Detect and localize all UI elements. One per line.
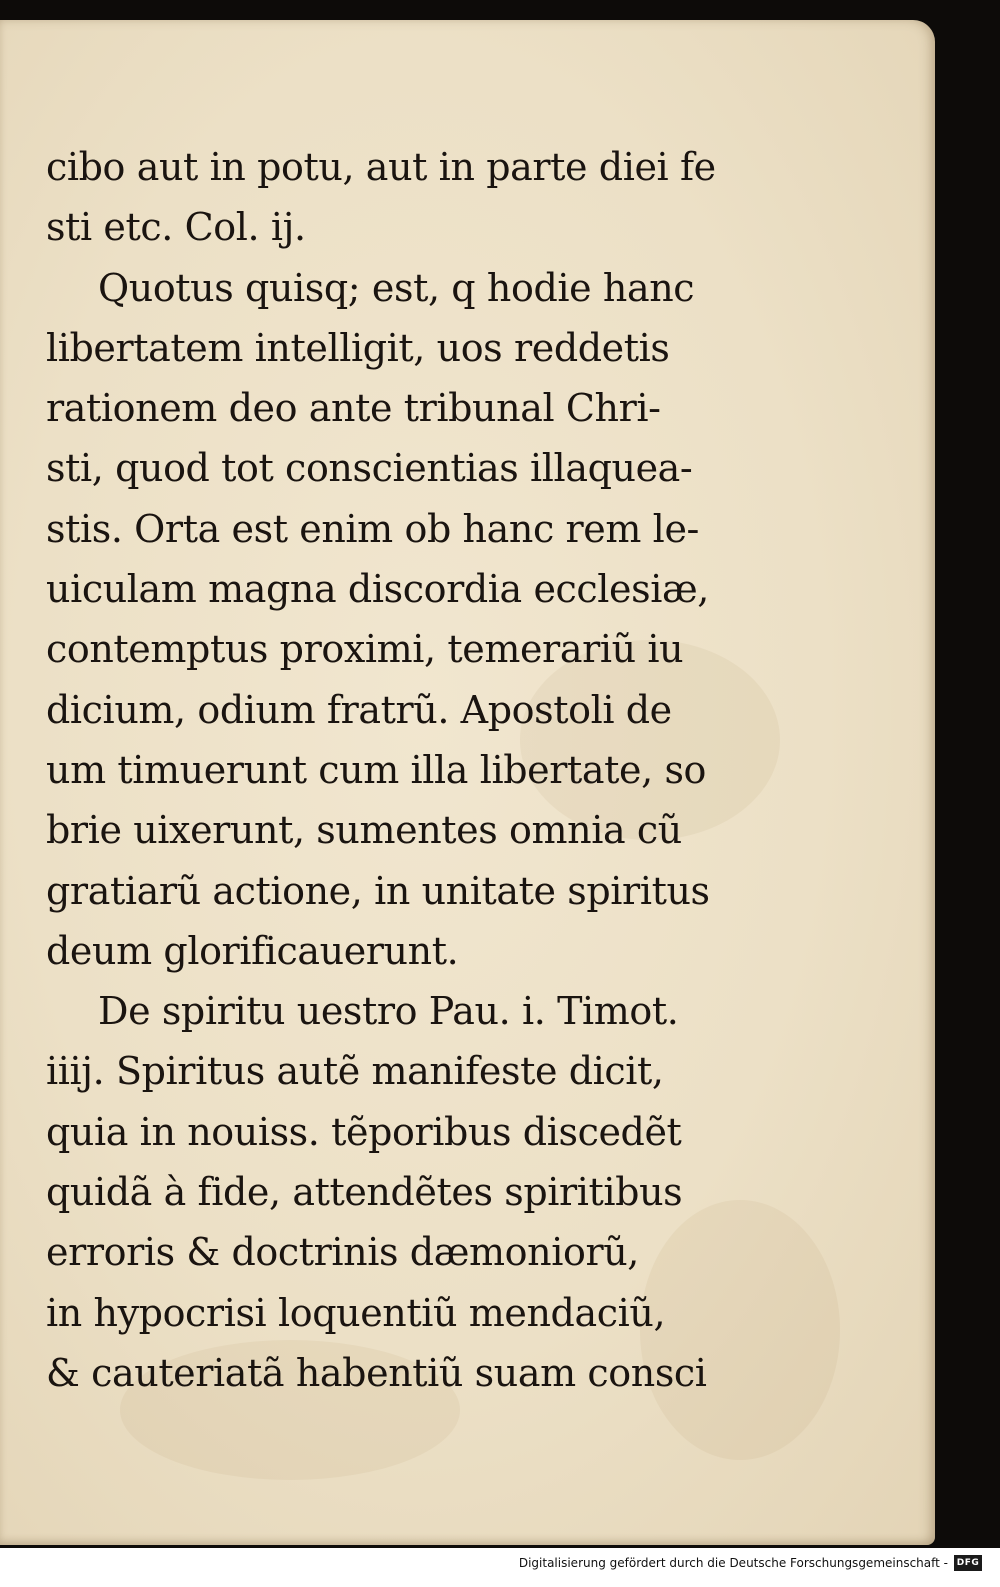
text-line-4: libertatem intelligit, uos reddetis [46,325,670,370]
text-line-20: in hypocrisi loquentiũ mendaciũ, [46,1290,666,1335]
text-line-19: erroris & doctrinis dæmoniorũ, [46,1230,639,1275]
footer-credit: Digitalisierung gefördert durch die Deutsche Forschungsgemeinschaft - [518,1556,948,1570]
book-page [0,20,935,1545]
text-line-9: contemptus proximi, temerariũ iu [46,627,684,672]
text-line-12: brie uixerunt, sumentes omnia cũ [46,808,682,853]
text-line-6: sti, quod tot conscientias illaquea- [46,446,693,491]
text-line-3: Quotus quisq; est, q hodie hanc [98,265,695,310]
text-line-5: rationem deo ante tribunal Chri- [46,386,661,431]
text-line-8: uiculam magna discordia ecclesiæ, [46,567,709,612]
text-line-16: iiij. Spiritus autẽ manifeste dicit, [46,1049,664,1094]
text-line-10: dicium, odium fratrũ. Apostoli de [46,687,672,732]
text-line-7: stis. Orta est enim ob hanc rem le- [46,506,699,551]
footer-bar [0,1548,1000,1587]
text-line-17: quia in nouiss. tẽporibus discedẽt [46,1109,682,1154]
text-line-21: & cauteriatã habentiũ suam consci [46,1350,707,1395]
page-text [46,137,746,1403]
text-line-2: sti etc. Col. ij. [46,205,306,250]
dfg-logo-icon: DFG [954,1555,982,1571]
text-line-11: um timuerunt cum illa libertate, so [46,747,707,792]
text-line-1: cibo aut in potu, aut in parte diei fe [46,145,716,189]
text-line-15: De spiritu uestro Pau. i. Timot. [98,989,679,1034]
text-line-13: gratiarũ actione, in unitate spiritus [46,868,710,913]
text-line-18: quidã à fide, attendẽtes spiritibus [46,1170,683,1215]
text-line-14: deum glorificauerunt. [46,928,459,973]
